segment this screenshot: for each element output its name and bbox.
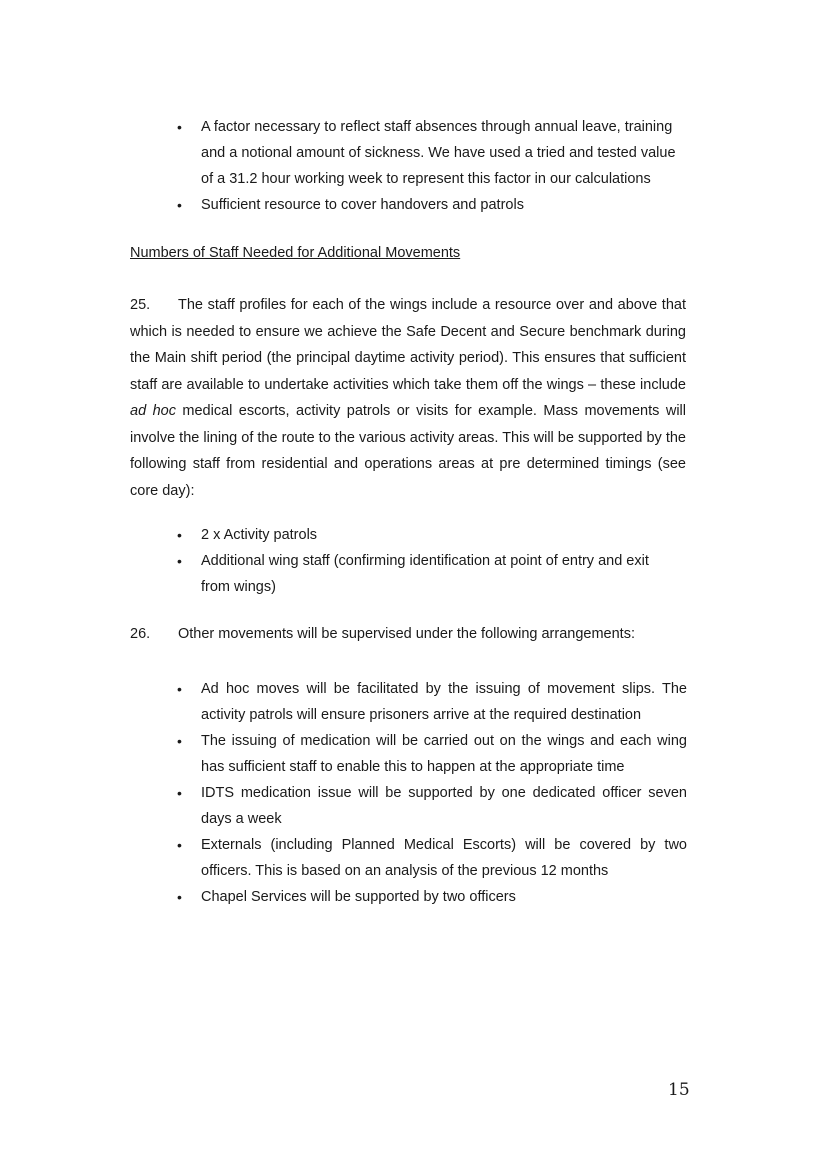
bullet-list-arrangements [177,676,687,910]
bullet-list-staff-factors [177,114,689,218]
paragraph-italic-text: ad hoc [130,403,176,419]
list-item: • The issuing of medication will be carried out on the wings and each wing has sufficient staff to enable this to happen at the appropriate time [177,728,687,780]
paragraph-number: 26. [130,626,151,642]
bullet-list-movement-staff [177,522,677,600]
list-item: • 2 x Activity patrols [177,522,677,548]
list-item: • Ad hoc moves will be facilitated by the issuing of movement slips. The activity patrols will ensure prisoners arrive at the required destination [177,676,687,728]
paragraph-text: Other movements will be supervised under the following arrangements: [178,626,635,642]
section-heading: Numbers of Staff Needed for Additional Movements [130,245,461,261]
paragraph-text: medical escorts, activity patrols or visits for example. Mass movements will involve the lining of the route to the various activity areas. This will be supported by the following staff from residential and operations areas at pre determined timings (see core day): [130,403,686,499]
page-number: 15 [668,1080,690,1100]
list-item: • A factor necessary to reflect staff absences through annual leave, training and a notional amount of sickness. We have used a tried and tested value of a 31.2 hour working week to represent this factor in our calculations [177,114,689,192]
list-item: • Chapel Services will be supported by two officers [177,884,687,910]
paragraph-26 [130,621,686,648]
paragraph-number: 25. [130,297,151,313]
paragraph-25 [130,292,686,504]
list-item: • IDTS medication issue will be supported by one dedicated officer seven days a week [177,780,687,832]
list-item: • Externals (including Planned Medical Escorts) will be covered by two officers. This is based on an analysis of the previous 12 months [177,832,687,884]
list-item: • Sufficient resource to cover handovers and patrols [177,192,689,218]
paragraph-text: The staff profiles for each of the wings include a resource over and above that which is needed to ensure we achieve the Safe Decent and Secure benchmark during the Main shift period (the principal daytime activity period). This ensures that sufficient staff are available to undertake activities which take them off the wings – these include [130,297,686,393]
list-item: • Additional wing staff (confirming identification at point of entry and exit from wings) [177,548,677,600]
